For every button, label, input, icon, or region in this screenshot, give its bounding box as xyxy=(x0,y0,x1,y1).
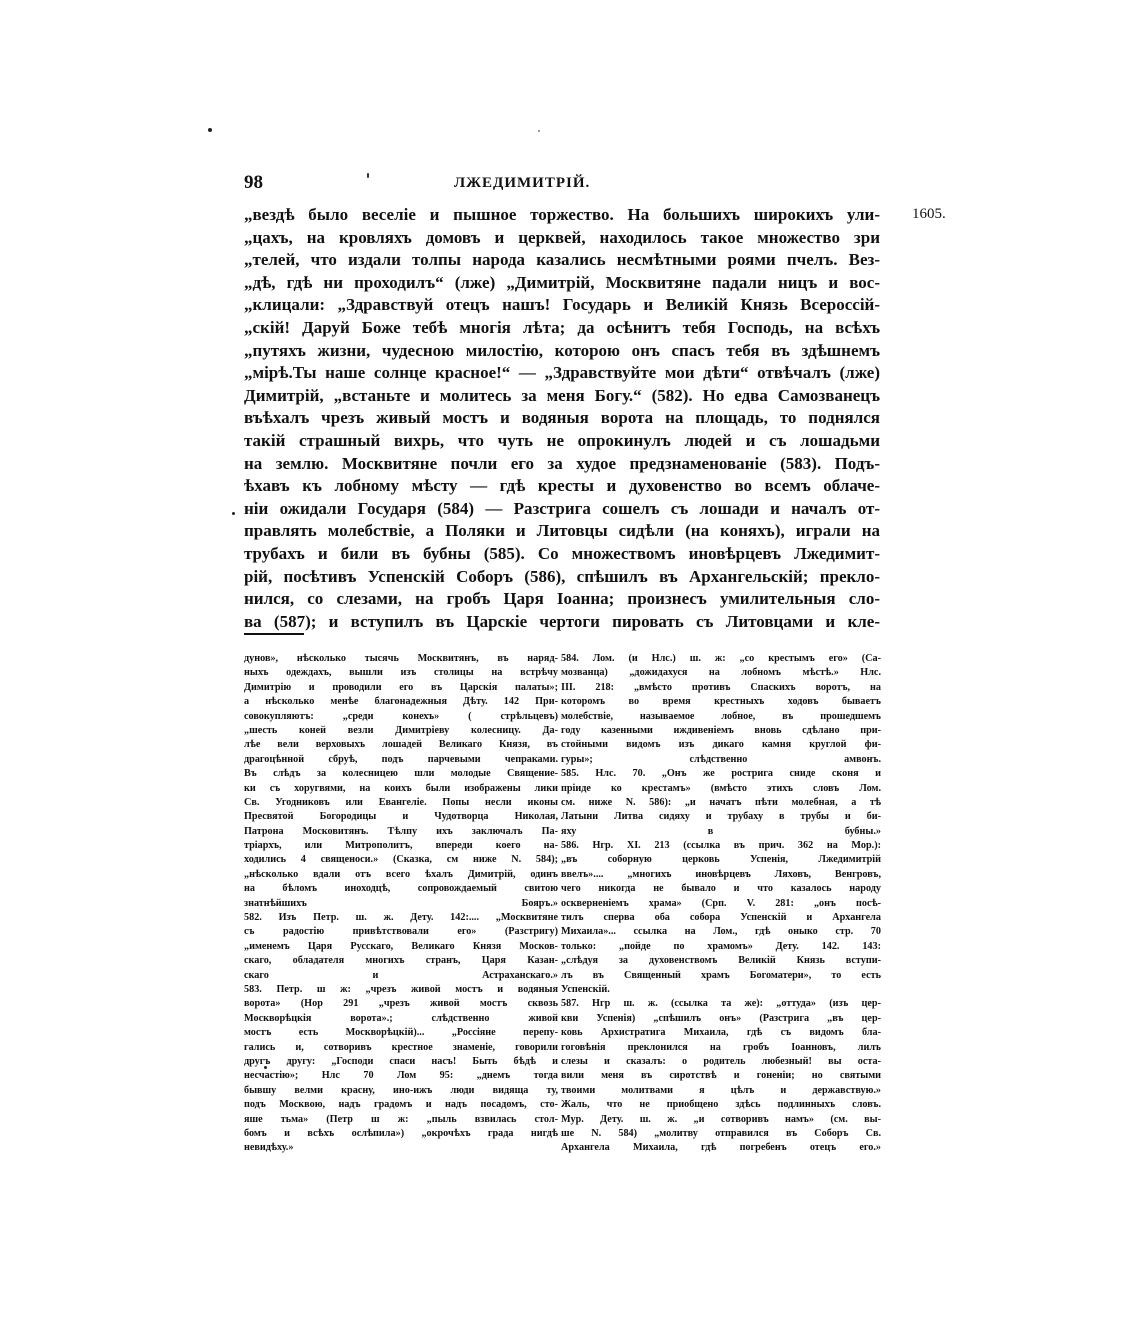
main-text-line: „цахъ, на кровляхъ домовъ и церквей, находилось такое множество зри xyxy=(244,227,880,247)
main-text-line: ва (587); и вступилъ въ Царскіе чертоги пировать съ Литовцами и кле- xyxy=(244,611,880,631)
footnote-line: ше N. 584) „молитву отправился въ Соборъ Св. xyxy=(561,1127,881,1139)
footnote-line: Въ слѣдъ за колесницею шли молодые Священие- xyxy=(244,768,558,780)
main-text-line: правлять молебствіе, а Поляки и Литовцы сидѣли (на коняхъ), играли на xyxy=(244,521,880,541)
page-header xyxy=(244,172,884,198)
footnote-line: совокупляютъ: „среди конехъ» ( стрѣльцевъ) xyxy=(244,710,558,722)
footnote-line: 586. Нгр. XI. 213 (ссылка въ прич. 362 на Мор.): xyxy=(561,840,881,852)
footnote-line: твоими молитвами я цѣлъ и державствую.» xyxy=(561,1084,881,1096)
footnote-line: съ радостію привѣтствовали его» (Разстригу) xyxy=(244,926,558,938)
main-text-line: ѣхавъ къ лобному мѣсту — гдѣ кресты и духовенство во всемъ облаче- xyxy=(244,476,880,496)
footnote-line: ки съ хоругвями, на коихъ были изображены лики xyxy=(244,782,558,794)
footnote-line: яху в бубны.» xyxy=(561,825,881,837)
footnote-line: „нѣсколько вдали отъ всего ѣхалъ Димитрій, одинъ xyxy=(244,868,558,880)
footnote-line: прiиде ко крестамъ» (вмѣсто этихъ словъ Лом. xyxy=(561,782,881,794)
footnote-line: а нѣсколько менѣе благонадежныя Дѣту. 142 При- xyxy=(244,696,558,708)
footnote-line: на бѣломъ иноходцѣ, сопровождаемый свитою xyxy=(244,883,558,895)
footnote-line: Успенскій. xyxy=(561,983,610,995)
footnote-line: скаго и Астраханскаго.» xyxy=(244,969,558,981)
footnote-line: мозванца) „дожидахуся на лобномъ мѣстѣ.» Нлс. xyxy=(561,667,881,679)
footnote-line: драгоцѣнной сбруѣ, подъ парчевыми чепраками. xyxy=(244,753,558,765)
footnote-line: лъ въ Священный храмъ Богоматери», то есть xyxy=(561,969,881,981)
scan-speck xyxy=(538,130,540,132)
footnote-line: яше тьма» (Петр ш ж: „пыль взвилась стол- xyxy=(244,1113,558,1125)
running-title: ЛЖЕДИМИТРІЙ. xyxy=(454,175,591,191)
footnote-line: 584. Лом. (и Нлс.) ш. ж: „со крестымъ его» (Са- xyxy=(561,653,881,664)
footnotes-left-column xyxy=(244,652,558,1156)
footnote-line: ковь Архистратига Михаила, гдѣ съ видомъ бла- xyxy=(561,1027,881,1039)
footnotes-right-column xyxy=(561,652,881,1156)
footnote-line: 583. Петр. ш ж: „чрезъ живой мостъ и водяныя xyxy=(244,983,558,995)
margin-year: 1605. xyxy=(912,206,946,222)
footnote-line: молебствіе, называемое лобное, въ прошедшемъ xyxy=(561,710,881,722)
footnote-line: „въ соборную церковь Успенія, Лжедимитрій xyxy=(561,854,881,866)
footnote-line: оскверненіемъ храма» (Срп. V. 281: „онъ посѣ- xyxy=(561,897,881,909)
footnote-line: лѣе вели верховыхъ лошадей Великаго Князя, въ xyxy=(244,739,558,751)
page-number: 98 xyxy=(244,172,263,193)
footnote-line: вили меня въ сиротствѣ и гоненіи; но святыми xyxy=(561,1070,881,1082)
footnote-line: Архангела Михаила, гдѣ погребенъ отецъ его.» xyxy=(561,1142,881,1154)
main-text-line: Димитрій, „встаньте и молитесь за меня Богу.“ (582). Но едва Самозванецъ xyxy=(244,385,880,405)
main-text-line: „скій! Даруй Боже тебѣ многія лѣта; да осѣнитъ тебя Господь, на всѣхъ xyxy=(244,317,880,337)
footnote-line: Жаль, что не приобщено здѣсь подлинныхъ словъ. xyxy=(561,1099,881,1111)
main-text-line: на землю. Москвитяне почли его за худое предзнаменованіе (583). Подъ- xyxy=(244,453,880,473)
footnote-line: Мур. Дету. ш. ж. „и сотворивъ намъ» (см. вы- xyxy=(561,1113,881,1125)
main-text-line: „путяхъ жизни, чудесною милостію, которою онъ спасъ тебя въ здѣшнемъ xyxy=(244,340,880,360)
footnote-line: которомъ во время крестныхъ ходовъ бываетъ xyxy=(561,696,881,708)
footnote-line: „шесть коней везли Димитріеву колесницу. Да- xyxy=(244,724,558,736)
footnote-line: мостъ есть Москворѣцкій)... „Россіяне перепу- xyxy=(244,1027,558,1039)
footnote-line: бомъ и всѣхъ ослѣпила») „окрочѣхъ града нигдѣ xyxy=(244,1127,558,1139)
footnote-line: Св. Угодниковъ или Евангеліе. Попы несли иконы xyxy=(244,796,558,808)
footnote-separator xyxy=(244,633,304,635)
footnote-line: „именемъ Царя Русскаго, Великаго Князя Москов- xyxy=(244,940,558,952)
footnote-line: ходились 4 священоси.» (Сказка, см ниже N. 584); xyxy=(244,854,558,866)
footnote-line: несчастію»; Нлс 70 Лом 95: „днемъ тогда xyxy=(244,1070,558,1082)
footnote-line: 587. Нгр ш. ж. (ссылка та же): „оттуда» (изъ цер- xyxy=(561,998,881,1010)
footnote-line: III. 218: „вмѣсто противъ Спаскихъ воротъ, на xyxy=(561,681,881,693)
footnote-line: знатнѣйшихъ Бояръ.» xyxy=(244,897,558,909)
main-text-line: „телей, что издали толпы народа казались несмѣтными роями пчелъ. Вез- xyxy=(244,250,880,270)
footnote-line: ввелъ».... „многихъ иновѣрцевъ Ляховъ, Венгровъ, xyxy=(561,868,881,880)
main-text-line: ніи ожидали Государя (584) — Разстрига сошелъ съ лошади и началъ от- xyxy=(244,498,880,518)
footnote-line: бывшу велми красну, ино-ижъ люди видяща ту, xyxy=(244,1084,558,1096)
footnote-line: „слѣдуя за духовенствомъ Великій Князь вступи- xyxy=(561,955,881,967)
main-text-line: „клицали: „Здравствуй отецъ нашъ! Государь и Великій Князь Всероссій- xyxy=(244,295,880,315)
footnote-line: см. ниже N. 586): „и начатъ пѣти молебная, а тѣ xyxy=(561,796,881,808)
main-text-line: нился, со слезами, на гробъ Царя Іоанна; произнесъ умилительныя сло- xyxy=(244,589,880,609)
footnote-line: Димитрію и проводили его въ Царскія палаты»; xyxy=(244,681,558,693)
footnote-line: ворота» (Нор 291 „чрезъ живой мостъ сквозь xyxy=(244,998,558,1010)
footnote-line: тилъ сперва оба собора Успенскій и Архангела xyxy=(561,912,881,924)
footnote-line: Москворѣцкія ворота».; слѣдственно живой xyxy=(244,1012,558,1024)
footnote-line: ныхъ одеждахъ, вышли изъ столицы на встрѣчу xyxy=(244,667,558,679)
footnote-line: году казенными иждивеніемъ вновь сдѣлано при- xyxy=(561,724,881,736)
footnote-line: дунов», нѣсколько тысячь Москвитянъ, въ наряд- xyxy=(244,653,558,664)
footnote-line: только: „пойде по храмомъ» Дету. 142. 143: xyxy=(561,940,881,952)
main-text-line: „дѣ, гдѣ ни проходилъ“ (лже) „Димитрій, Москвитяне падали ницъ и вос- xyxy=(244,272,880,292)
footnote-line: стойными видомъ изъ дикаго камня круглой фи- xyxy=(561,739,881,751)
main-text-line: въѣхалъ чрезъ живый мостъ и водяныя ворота на площадь, то поднялся xyxy=(244,408,880,428)
footnote-line: Михаила»... ссылка на Лом., гдѣ оныко стр. 70 xyxy=(561,926,881,938)
main-text-line: „мірѣ.Ты наше солнце красное!“ — „Здравствуйте мои дѣти“ отвѣчалъ (лже) xyxy=(244,363,880,383)
footnote-line: невидѣху.» xyxy=(244,1142,294,1154)
footnote-line: 582. Изъ Петр. ш. ж. Дету. 142:.... „Москвитяне xyxy=(244,912,558,924)
scan-speck xyxy=(232,512,235,515)
footnote-line: Латыни Литва сидяху и трубаху в трубы и би- xyxy=(561,811,881,823)
footnote-line: чего никогда не бывало и что казалось народу xyxy=(561,883,881,895)
footnote-line: тріархъ, или Митрополитъ, впереди коего на- xyxy=(244,840,558,852)
footnote-line: 585. Нлс. 70. „Онъ же рострига сниде сконя и xyxy=(561,768,881,780)
footnote-line: гоговѣнія преклонился на гробъ Іоанновъ, лилъ xyxy=(561,1041,881,1053)
footnote-line: скаго, обладателя многихъ странъ, Царя Казан- xyxy=(244,955,558,967)
footnote-line: гуры»; слѣдственно амвонъ. xyxy=(561,753,881,765)
main-text-line: „вездѣ было веселіе и пышное торжество. На большихъ широкихъ ули- xyxy=(244,205,880,224)
main-text-line: трубахъ и били въ бубны (585). Со множествомъ иновѣрцевъ Лжедимит- xyxy=(244,543,880,563)
footnote-line: подъ Москвою, надъ градомъ и надъ посадомъ, сто- xyxy=(244,1099,558,1111)
footnote-line: другъ другу: „Господи спаси насъ! Быть бѣдѣ и xyxy=(244,1055,558,1067)
main-text-line: такій страшный вихрь, что чуть не опрокинулъ людей и съ лошадьми xyxy=(244,430,880,450)
main-text-line: рій, посѣтивъ Успенскій Соборъ (586), спѣшилъ въ Архангельскій; прекло- xyxy=(244,566,880,586)
scan-speck xyxy=(208,128,212,132)
footnote-line: Пресвятой Богородицы и Чудотворца Николая, xyxy=(244,811,558,823)
footnote-line: слезы и сказалъ: о родитель любезный! вы оста- xyxy=(561,1055,881,1067)
footnote-line: кви Успенія) „спѣшилъ онъ» (Разстрига „въ цер- xyxy=(561,1012,881,1024)
main-text-block xyxy=(244,204,880,633)
footnote-line: гались и, сотворивъ крестное знаменіе, говорили xyxy=(244,1041,558,1053)
footnote-line: Патрона Московитянъ. Тѣлпу ихъ заключалъ Па- xyxy=(244,825,558,837)
